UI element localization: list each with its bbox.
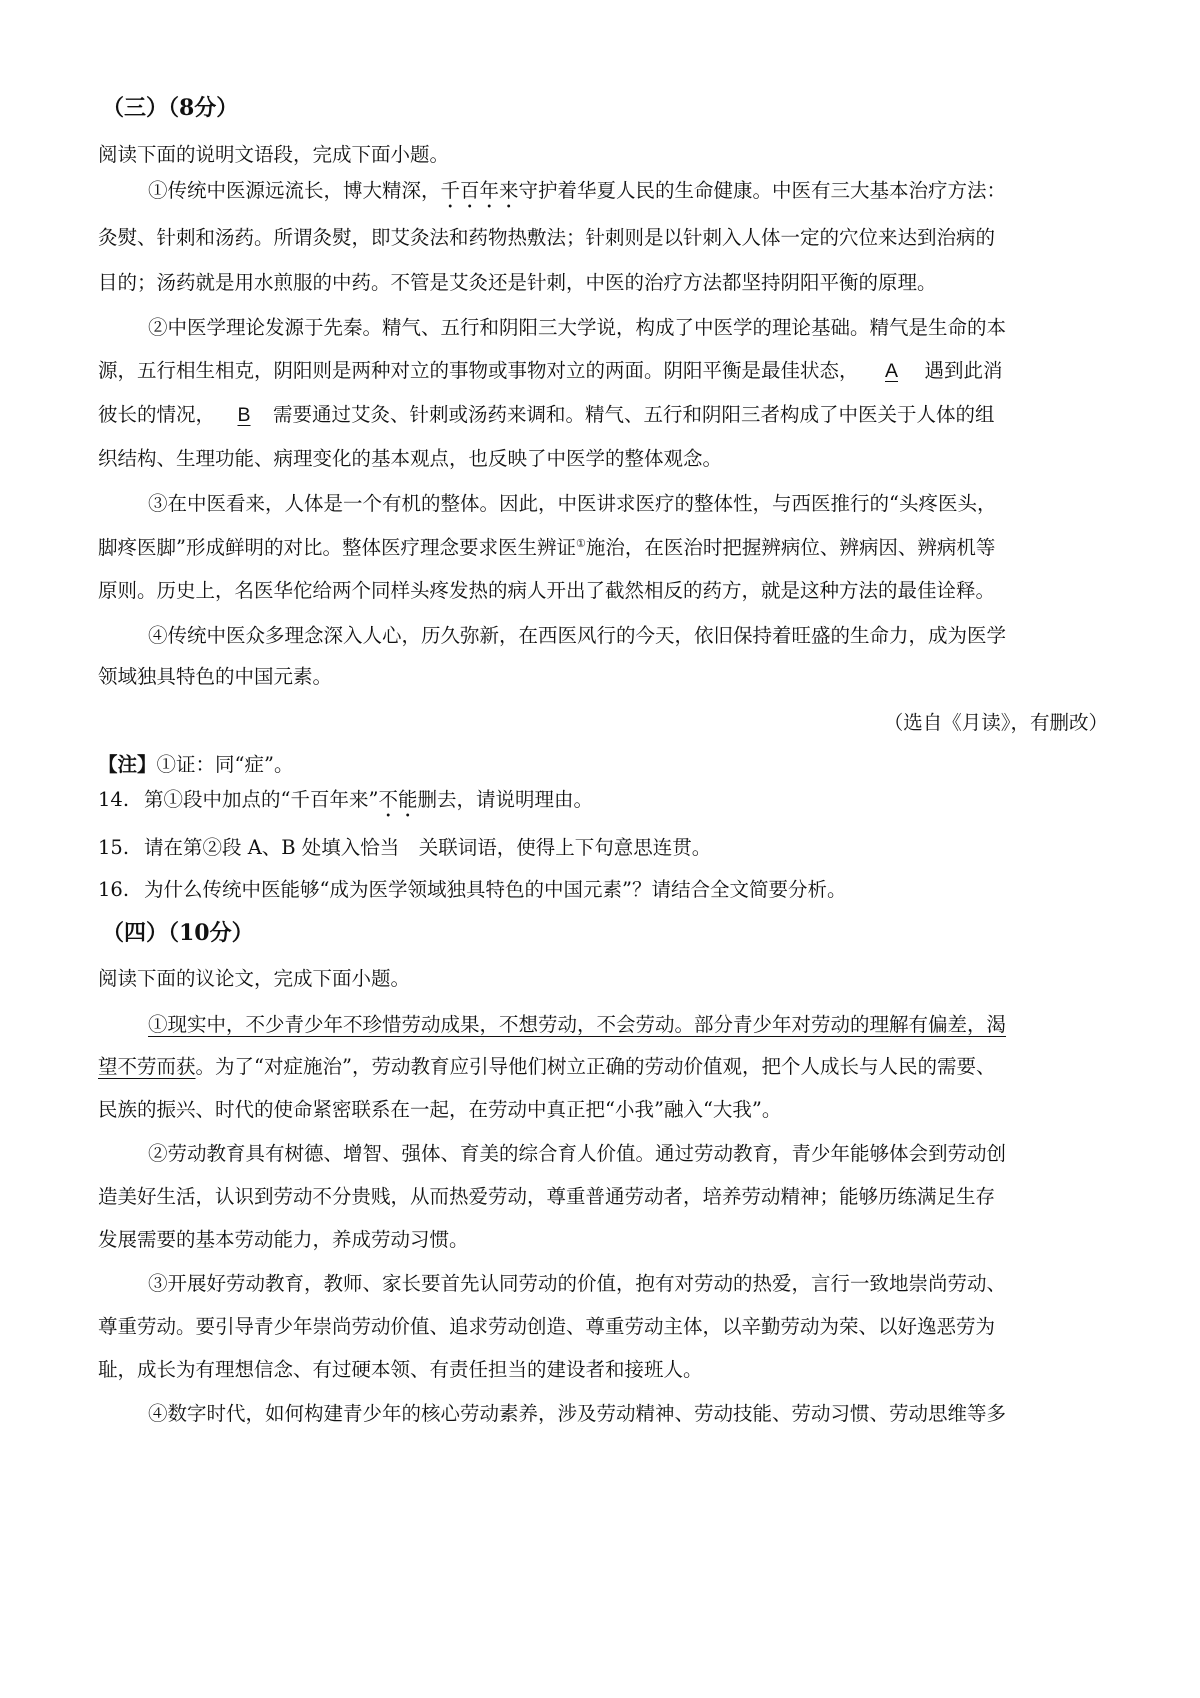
s4-p2-line3: 发展需要的基本劳动能力，养成劳动习惯。: [98, 1228, 469, 1251]
s3-p2-line2: 源，五行相生相克，阴阳则是两种对立的事物或事物对立的两面。阴阳平衡是最佳状态， A 遇到此消: [98, 359, 1003, 382]
section3-heading: （三）（8分）: [102, 95, 239, 121]
s4-p3-line2: 尊重劳动。要引导青少年崇尚劳动价值、追求劳动创造、尊重劳动主体，以辛勤劳动为荣、以好逸恶劳为: [98, 1315, 996, 1338]
s3-p2-line3: 彼长的情况， B 需要通过艾灸、针刺或汤药来调和。精气、五行和阴阳三者构成了中医关于人体的组: [98, 403, 995, 426]
s4-p2-line2: 造美好生活，认识到劳动不分贵贱，从而热爱劳动，尊重普通劳动者，培养劳动精神；能够历练满足生存: [98, 1185, 996, 1208]
s4-p2-line1: ②劳动教育具有树德、增智、强体、育美的综合育人价值。通过劳动教育，青少年能够体会到劳动创: [148, 1142, 1007, 1165]
source-citation: （选自《月读》，有删改）: [883, 711, 1108, 734]
s4-p3-line1: ③开展好劳动教育，教师、家长要首先认同劳动的价值，抱有对劳动的热爱，言行一致地崇尚劳动、: [148, 1272, 1007, 1295]
s3-p1-line2: 灸熨、针刺和汤药。所谓灸熨，即艾灸法和药物热敷法；针刺则是以针刺入人体一定的穴位来达到治病的: [98, 226, 996, 249]
s3-p3-line2: 脚疼医脚”形成鲜明的对比。整体医疗理念要求医生辨证①施治，在医治时把握辨病位、辨病因、辨病机等: [98, 536, 996, 559]
emphasized-phrase: 千百年来: [440, 179, 519, 202]
s3-p3-line3: 原则。历史上，名医华佗给两个同样头疼发热的病人开出了截然相反的药方，就是这种方法的最佳诠释。: [98, 579, 996, 602]
footnote: 【注】①证：同“症”。: [98, 753, 294, 776]
section4-instruction: 阅读下面的议论文，完成下面小题。: [98, 967, 411, 990]
section4-heading: （四）（10分）: [102, 920, 254, 946]
s3-p4-line2: 领域独具特色的中国元素。: [98, 665, 333, 688]
s4-p1-line2: 望不劳而获。为了“对症施治”，劳动教育应引导他们树立正确的劳动价值观，把个人成长与人民的需要、: [98, 1055, 996, 1078]
s4-p4-line1: ④数字时代，如何构建青少年的核心劳动素养，涉及劳动精神、劳动技能、劳动习惯、劳动思维等多: [148, 1402, 1007, 1425]
s3-p3-line1: ③在中医看来，人体是一个有机的整体。因此，中医讲求医疗的整体性，与西医推行的“头疼医头，: [148, 492, 997, 515]
s3-p1-line1: ①传统中医源远流长，博大精深，千百年来守护着华夏人民的生命健康。中医有三大基本治疗方法：: [148, 179, 1007, 202]
s4-p1-line3: 民族的振兴、时代的使命紧密联系在一起，在劳动中真正把“小我”融入“大我”。: [98, 1098, 782, 1121]
question-15: 15. 请在第②段 A、B 处填入恰当 关联词语，使得上下句意思连贯。: [98, 836, 712, 859]
emphasized-phrase: 不能: [378, 788, 418, 811]
footnote-marker: ①: [575, 537, 586, 550]
s3-p2-line1: ②中医学理论发源于先秦。精气、五行和阴阳三大学说，构成了中医学的理论基础。精气是生命的本: [148, 316, 1007, 339]
underlined-sentence: ①现实中，不少青少年不珍惜劳动成果，不想劳动，不会劳动。部分青少年对劳动的理解有偏差，渴: [148, 1013, 1007, 1036]
question-14: 14. 第①段中加点的“千百年来”不能删去，请说明理由。: [98, 788, 593, 811]
s3-p4-line1: ④传统中医众多理念深入人心，历久弥新，在西医风行的今天，依旧保持着旺盛的生命力，成为医学: [148, 624, 1007, 647]
s4-p1-line1: [148, 1012, 1108, 1038]
blank-b: B: [237, 404, 251, 426]
section3-instruction: 阅读下面的说明文语段，完成下面小题。: [98, 143, 450, 166]
s4-p3-line3: 耻，成长为有理想信念、有过硬本领、有责任担当的建设者和接班人。: [98, 1358, 703, 1381]
s3-p1-line3: 目的；汤药就是用水煎服的中药。不管是艾灸还是针刺，中医的治疗方法都坚持阴阳平衡的原理。: [98, 271, 937, 294]
question-16: 16. 为什么传统中医能够“成为医学领域独具特色的中国元素”？请结合全文简要分析。: [98, 878, 847, 901]
underlined-sentence-end: 望不劳而获: [98, 1055, 196, 1078]
s3-p2-line4: 织结构、生理功能、病理变化的基本观点，也反映了中医学的整体观念。: [98, 447, 723, 470]
blank-a: A: [885, 360, 899, 382]
